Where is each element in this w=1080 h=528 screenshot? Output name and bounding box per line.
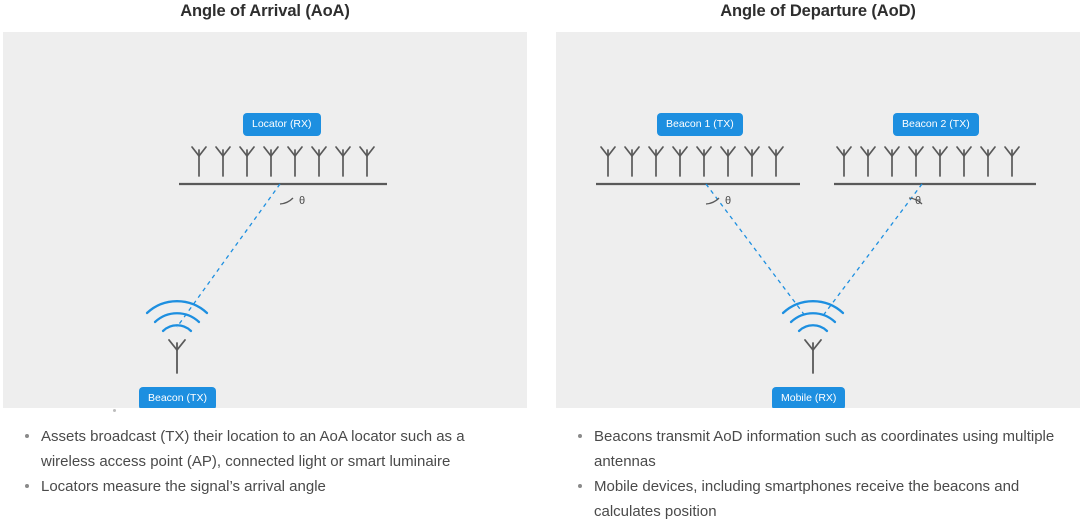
- antenna-array-beacon-2: [837, 147, 1019, 176]
- panel-title-aod: Angle of Departure (AoD): [720, 2, 916, 20]
- antenna-array-locator: [192, 147, 374, 176]
- radio-wave-icon: [783, 301, 843, 331]
- list-item: Assets broadcast (TX) their location to an AoA locator such as a wireless access point (AP), connected light or smart luminaire: [25, 424, 521, 474]
- figure-aoa: [3, 32, 527, 408]
- aod-illustration: [556, 32, 1080, 408]
- angle-label-aoa: θ: [299, 195, 306, 207]
- signal-path-dashed-1: [706, 184, 806, 317]
- bullet-list-aod: [556, 408, 1080, 524]
- decorative-speck: [113, 409, 116, 412]
- mobile-rx-tag: Mobile (RX): [772, 387, 845, 408]
- signal-path-dashed-2: [822, 184, 922, 317]
- list-item: Mobile devices, including smartphones receive the beacons and calculates position: [578, 474, 1074, 524]
- aoa-illustration: [3, 32, 527, 408]
- antenna-array-beacon-1: [601, 147, 783, 176]
- angle-label-aod-1: θ: [725, 195, 732, 207]
- panel-aod: [556, 0, 1080, 524]
- bullet-list-aoa: [3, 408, 527, 499]
- beacon-antenna: [169, 340, 185, 373]
- signal-path-dashed: [177, 184, 280, 327]
- list-item: Locators measure the signal’s arrival angle: [25, 474, 521, 499]
- panel-aoa: [3, 0, 527, 499]
- radio-wave-icon: [147, 301, 207, 331]
- figure-aod: [556, 32, 1080, 408]
- mobile-antenna: [805, 340, 821, 373]
- beacon-2-tx-tag: Beacon 2 (TX): [893, 113, 979, 136]
- locator-rx-tag: Locator (RX): [243, 113, 321, 136]
- beacon-tx-tag: Beacon (TX): [139, 387, 216, 408]
- list-item: Beacons transmit AoD information such as coordinates using multiple antennas: [578, 424, 1074, 474]
- panel-title-aoa: Angle of Arrival (AoA): [180, 2, 350, 20]
- beacon-1-tx-tag: Beacon 1 (TX): [657, 113, 743, 136]
- angle-arc: [280, 198, 293, 204]
- angle-label-aod-2: θ: [915, 195, 922, 207]
